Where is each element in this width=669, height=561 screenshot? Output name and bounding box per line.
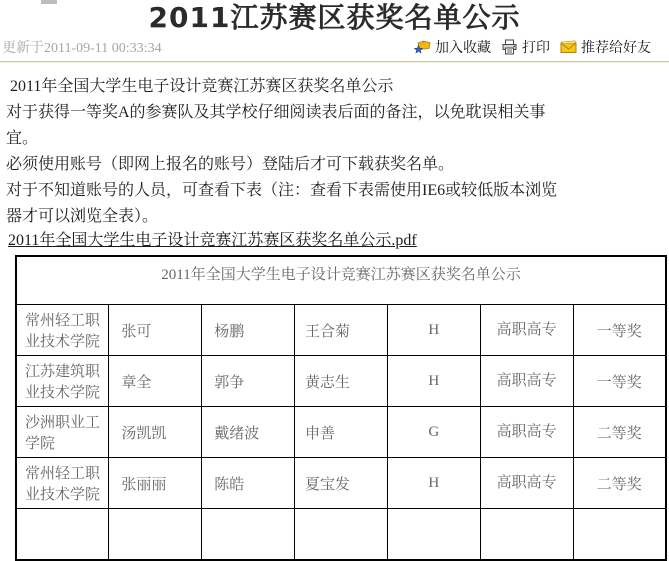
updated-timestamp: 更新于2011-09-11 00:33:34	[2, 41, 162, 56]
action-links	[414, 37, 651, 57]
cell-member-1	[109, 509, 202, 561]
cell-member-1: 张可	[109, 305, 202, 356]
award-table	[15, 255, 667, 561]
add-favorite-link[interactable]	[414, 37, 491, 57]
page-title: 2011江苏赛区获奖名单公示	[148, 1, 521, 34]
mail-icon	[560, 39, 577, 55]
cell-school: 常州轻工职业技术学院	[16, 458, 109, 509]
cell-award: 一等奖	[573, 305, 666, 356]
article-line: 对于获得一等奖A的参赛队及其学校仔细阅读表后面的备注，以免耽误相关事	[6, 104, 546, 121]
pdf-link[interactable]: 2011年全国大学生电子设计竞赛江苏赛区获奖名单公示.pdf	[8, 232, 417, 249]
cell-category: 高职高专	[480, 305, 573, 356]
cell-member-1: 张丽丽	[109, 458, 202, 509]
table-row	[16, 407, 666, 458]
table-row	[16, 509, 666, 561]
cell-member-3: 王合菊	[295, 305, 388, 356]
cell-school	[16, 509, 109, 561]
meta-row	[0, 37, 669, 57]
cell-category: 高职高专	[480, 407, 573, 458]
cell-award: 二等奖	[573, 407, 666, 458]
add-favorite-label: 加入收藏	[435, 41, 491, 56]
cell-member-2: 杨鹏	[202, 305, 295, 356]
table-row	[16, 305, 666, 356]
cell-member-2: 戴绪波	[202, 407, 295, 458]
cell-category: 高职高专	[480, 356, 573, 407]
cell-member-3: 黄志生	[295, 356, 388, 407]
cell-member-2: 郭争	[202, 356, 295, 407]
article-line: 器才可以浏览全表）。	[6, 208, 159, 225]
table-title-row	[16, 256, 666, 305]
recommend-link[interactable]	[560, 37, 651, 57]
cell-member-3	[295, 509, 388, 561]
cell-award: 一等奖	[573, 356, 666, 407]
cell-member-3: 夏宝发	[295, 458, 388, 509]
cell-category	[480, 509, 573, 561]
table-row	[16, 356, 666, 407]
cell-school: 沙洲职业工学院	[16, 407, 109, 458]
cell-award	[573, 509, 666, 561]
print-icon	[501, 39, 518, 55]
cell-school: 常州轻工职业技术学院	[16, 305, 109, 356]
table-title: 2011年全国大学生电子设计竞赛江苏赛区获奖名单公示	[16, 256, 666, 305]
cell-award: 二等奖	[573, 458, 666, 509]
article-body	[0, 63, 669, 230]
cell-school: 江苏建筑职业技术学院	[16, 356, 109, 407]
cell-group-code: H	[387, 458, 480, 509]
cell-member-1: 汤凯凯	[109, 407, 202, 458]
cell-member-3: 申善	[295, 407, 388, 458]
article-line: 对于不知道账号的人员，可查看下表（注：查看下表需使用IE6或较低版本浏览	[6, 182, 558, 199]
article-line: 2011年全国大学生电子设计竞赛江苏赛区获奖名单公示	[6, 78, 394, 95]
print-label: 打印	[522, 41, 550, 56]
print-link[interactable]	[501, 37, 550, 57]
cell-group-code	[387, 509, 480, 561]
recommend-label: 推荐给好友	[581, 41, 651, 56]
cell-category: 高职高专	[480, 458, 573, 509]
top-edge-artifact	[41, 0, 57, 4]
add-favorite-icon	[414, 39, 431, 55]
article-line: 必须使用账号（即网上报名的账号）登陆后才可下载获奖名单。	[6, 156, 455, 173]
table-row	[16, 458, 666, 509]
cell-member-2: 陈皓	[202, 458, 295, 509]
cell-member-2	[202, 509, 295, 561]
cell-group-code: G	[387, 407, 480, 458]
cell-group-code: H	[387, 356, 480, 407]
cell-group-code: H	[387, 305, 480, 356]
article-line: 宜。	[6, 130, 39, 147]
cell-member-1: 章全	[109, 356, 202, 407]
